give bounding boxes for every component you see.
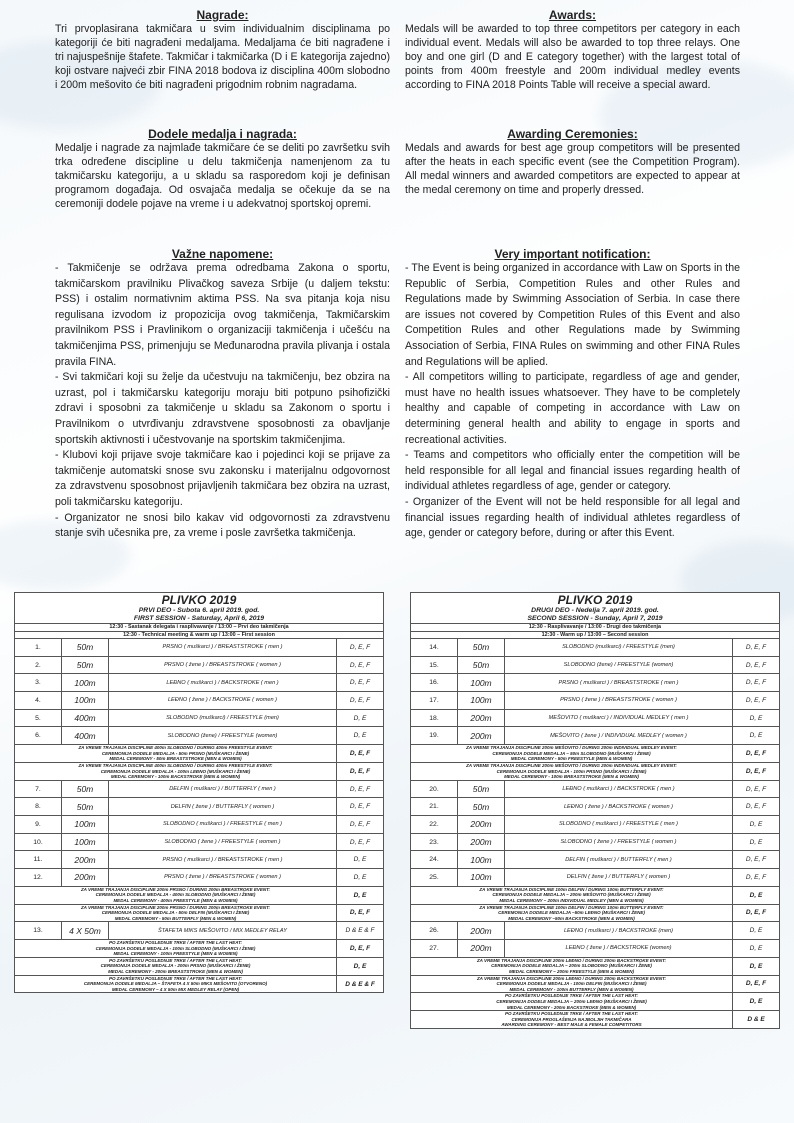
event-row: [411, 692, 780, 710]
header-row: [15, 593, 384, 608]
event-name: LEĐNO ( muškarci ) / BACKSTROKE (men): [505, 922, 733, 940]
event-number: 22.: [411, 816, 458, 834]
ceremony-note-line: PO ZAVRŠETKU POSLEDNJE TRKE / AFTER THE LAST HEAT:: [504, 993, 639, 999]
event-number: 19.: [411, 727, 458, 745]
event-row: [411, 833, 780, 851]
ceremony-note: [15, 940, 337, 958]
section-title: Awarding Ceremonies:: [507, 127, 638, 141]
ceremony-note: [15, 886, 337, 904]
event-distance: 100m: [458, 674, 505, 692]
ceremony-note-line: PO ZAVRŠETKU POSLEDNJE TRKE / AFTER THE LAST HEAT:: [108, 957, 243, 963]
ceremony-note-line: CEREMONIJA DODELE MEDALJA - 100m SLOBODNO (MUŠKARCI I ŽENE): [95, 945, 256, 951]
section-title: Nagrade:: [196, 8, 249, 22]
event-row: [15, 692, 384, 710]
ceremony-note: [411, 993, 733, 1011]
event-distance: 200m: [458, 940, 505, 958]
ceremony-note-line: MEDAL CEREMONY - 200m BACKSTROKE (MEN & WOMEN): [506, 1004, 637, 1010]
ceremony-category: D & E & F: [337, 975, 384, 993]
ceremony-note-line: MEDAL CEREMONY - 50m BUTTERFLY (MEN & WOMEN): [114, 915, 237, 921]
event-row: [411, 727, 780, 745]
event-name: LEĐNO ( muškarci ) / BACKSTROKE ( men ): [505, 780, 733, 798]
session-schedule-note: 12:30 - Technical meeting & warm up / 13:00 – First session: [15, 631, 384, 639]
ceremony-row: [411, 993, 780, 1011]
header-row: [411, 607, 780, 615]
ceremony-category: D, E, F: [337, 904, 384, 922]
ceremony-row: [15, 975, 384, 993]
first-session-schedule: [14, 592, 384, 993]
note-item: - Organizer of the Event will not be held responsible for all legal and financial issues regarding health of individual athletes regardless of age, gender or category before, during or after this Event.: [405, 495, 740, 540]
event-row: [411, 922, 780, 940]
event-name: DELFIN ( muškarci ) / BUTTERFLY ( men ): [109, 780, 337, 798]
session-schedule-note: 12:30 - Sastanak delegata i rasplivavanje / 13:00 – Prvi deo takmičenja: [15, 624, 384, 632]
event-name: PRSNO ( žene ) / BREASTSTROKE ( women ): [109, 869, 337, 887]
event-number: 18.: [411, 709, 458, 727]
event-distance: 200m: [458, 709, 505, 727]
event-name: LEĐNO ( žene ) / BACKSTROKE ( women ): [109, 692, 337, 710]
event-category: D, E, F: [337, 780, 384, 798]
header-row: [15, 624, 384, 632]
ceremony-note: [411, 886, 733, 904]
ceremony-category: D, E: [733, 886, 780, 904]
ceremony-note-line: MEDAL CEREMONY – 200m INDIVIDUAL MEDLEY (MEN & WOMEN): [499, 898, 644, 903]
ceremony-row: [15, 940, 384, 958]
ceremony-category: D, E, F: [337, 940, 384, 958]
ceremony-note-line: ZA VREME TRAJANJA DISCIPLINE 200m PRSNO / DURING 200m BREASTROKE EVENT:: [80, 904, 271, 910]
ceremony-category: D, E, F: [733, 975, 780, 993]
ceremony-note-line: CEREMONIJA DODELE MEDALJA - 50m PRSNO (MUŠKARCI I ŽENE): [101, 750, 250, 756]
event-distance: 50m: [62, 656, 109, 674]
ceremony-note-line: ZA VREME TRAJANJA DISCIPLINE 200m MEŠOVITO / DURING 200m INDIVIDUAL MEDLEY EVENT:: [466, 745, 677, 751]
ceremony-note-line: CEREMONIJA DODELE MEDALJA - 100m LEĐNO (MUŠKARCI I ŽENE): [100, 768, 251, 774]
ceremony-category: D, E: [733, 993, 780, 1011]
event-category: D & E & F: [337, 922, 384, 940]
ceremony-note: [411, 1011, 733, 1029]
ceremony-note-line: ZA VREME TRAJANJA DISCIPLINE 400m SLOBODNO / DURING 400m FREESTYLE EVENT:: [78, 762, 273, 768]
event-distance: 100m: [62, 674, 109, 692]
event-category: D, E, F: [337, 798, 384, 816]
session-schedule-note: 12:30 - Rasplivavanje / 13:00 - Drugi deo takmičenja: [411, 624, 780, 632]
ceremony-row: [15, 745, 384, 763]
event-name: SLOBODNO ( muškarci ) / FREESTYLE ( men ): [505, 816, 733, 834]
ceremony-note-line: CEREMONIJA PROGLAŠENJA NAJBOLJIH TAKMIČARA: [511, 1016, 632, 1022]
event-row: [15, 922, 384, 940]
event-row: [15, 780, 384, 798]
event-row: [15, 709, 384, 727]
ceremony-note-line: ZA VREME TRAJANJA DISCIPLINE 400m SLOBODNO / DURING 400m FREESTYLE EVENT:: [78, 745, 273, 751]
ceremony-category: D, E, F: [337, 745, 384, 763]
ceremony-row: [15, 904, 384, 922]
event-name: PRSNO ( muškarci ) / BREASTSTROKE ( men ): [109, 639, 337, 657]
event-category: D, E, F: [337, 674, 384, 692]
ceremony-category: D, E, F: [733, 904, 780, 922]
event-number: 11.: [15, 851, 62, 869]
session-title: PLIVKO 2019: [15, 593, 384, 608]
event-row: [411, 869, 780, 887]
event-number: 5.: [15, 709, 62, 727]
event-row: [15, 816, 384, 834]
event-row: [411, 798, 780, 816]
event-category: D, E, F: [337, 833, 384, 851]
event-name: PRSNO ( muškarci ) / BREASTSTROKE ( men ): [109, 851, 337, 869]
event-distance: 200m: [62, 851, 109, 869]
ceremony-note: [411, 957, 733, 975]
event-distance: 100m: [458, 869, 505, 887]
event-row: [15, 869, 384, 887]
section-title: Važne napomene:: [171, 247, 274, 261]
event-name: SLOBODNO ( žene ) / FREESTYLE ( women ): [505, 833, 733, 851]
event-category: D, E, F: [733, 639, 780, 657]
event-distance: 100m: [62, 692, 109, 710]
event-name: DELFIN ( muškarci ) / BUTTERFLY ( men ): [505, 851, 733, 869]
event-category: D, E: [337, 727, 384, 745]
event-number: 23.: [411, 833, 458, 851]
event-category: D, E, F: [733, 851, 780, 869]
note-item: - Takmičenje se održava prema odredbama Zakona o sportu, takmičarskom pravilniku Plivačkog saveza Srbije (u daljem tekstu: PSS) i ostalim normativnim aktima PSS. Na sva pitanja koja nisu regulisana izvodom iz propozicija ovog takmičenja, Takmičarskim pravilnikom PSS i Pravlinikom o organizaciji takmičenja i učešću na takmičenjima PSS, primenjuju se Međunarodna pravila plivanja i ostala pravila FINA.: [55, 262, 390, 368]
ceremony-note: [411, 762, 733, 780]
event-distance: 100m: [458, 851, 505, 869]
note-item: - Teams and competitors who officially enter the competition will be held responsible for all legal and financial issues regarding health of individual athletes regardless of age, gender or category.: [405, 449, 740, 493]
ceremony-category: D, E: [337, 886, 384, 904]
event-row: [411, 639, 780, 657]
ceremony-category: D & E: [733, 1011, 780, 1029]
event-number: 20.: [411, 780, 458, 798]
event-row: [411, 656, 780, 674]
event-name: LEĐNO ( žene ) / BACKSTROKE ( women ): [505, 798, 733, 816]
note-item: - Klubovi koji prijave svoje takmičare kao i pojedinci koji se prijave za takmičenje automatski snose svu zakonsku i materijalnu odgovornost za zdravstvenu sposobnost prijavljenih takmičara bez obzira na uzrast, poli takmičarsku kategoriju.: [55, 449, 390, 508]
notes-list: [405, 261, 740, 542]
event-category: D, E, F: [337, 816, 384, 834]
event-number: 9.: [15, 816, 62, 834]
ceremony-row: [411, 762, 780, 780]
header-row: [411, 631, 780, 639]
event-category: D, E: [733, 940, 780, 958]
event-category: D, E: [733, 709, 780, 727]
ceremony-note-line: CEREMONIJA DODELE MEDALJA – 200m SLOBODNO (MUŠKARCI I ŽENE): [491, 963, 652, 969]
ceremony-note-line: MEDAL CEREMONY - 100m BREASTSTROKE (MEN & WOMEN): [504, 774, 639, 780]
ceremony-note-line: AWARDING CEREMONY - BEST MALE & FEMALE COMPETITORS: [501, 1022, 642, 1028]
event-distance: 4 X 50m: [62, 922, 109, 940]
event-name: MEŠOVITO ( žene ) / INDIVIDUAL MEDLEY ( women ): [505, 727, 733, 745]
event-row: [15, 674, 384, 692]
event-row: [411, 851, 780, 869]
ceremony-note-line: ZA VREME TRAJANJA DISCIPLINE 200m PRSNO / DURING 200m BREASTROKE EVENT:: [80, 886, 271, 892]
event-distance: 100m: [62, 816, 109, 834]
event-category: D, E: [337, 869, 384, 887]
event-category: D, E, F: [337, 639, 384, 657]
ceremony-note-line: CEREMONIJA DODELE MEDALJA - 100m DELFIN (MUŠKARCI I ŽENE): [496, 981, 647, 987]
event-number: 14.: [411, 639, 458, 657]
ceremony-note-line: PO ZAVRŠETKU POSLEDNJE TRKE / AFTER THE LAST HEAT:: [108, 975, 243, 981]
ceremony-note-line: ZA VREME TRAJANJA DISCIPLINE 100m DELFIN / DURING 100m BUTTERFLY EVENT:: [479, 886, 664, 892]
note-item: - The Event is being organized in accordance with Law on Sports in the Republic of Serbia, Competition Rules and other Rules and Regulations made by Swimming Association of Serbia. In case there are issues not covered by Competition Rules of this Event and also Competition Rules and other Regulations made by Swimming Association of Serbia, FINA Rules on swimming and other FINA Rules and Regulations will be aplied.: [405, 262, 740, 368]
event-number: 15.: [411, 656, 458, 674]
event-name: SLOBODNO (žene) / FREESTYLE (women): [505, 656, 733, 674]
dodele-section: [55, 127, 390, 211]
ceremony-note-line: ZA VREME TRAJANJA DISCIPLINE 200m MEŠOVITO / DURING 200m INDIVIDUAL MEDLEY EVENT:: [466, 762, 677, 768]
header-row: [15, 607, 384, 615]
event-number: 3.: [15, 674, 62, 692]
event-number: 6.: [15, 727, 62, 745]
ceremony-note: [411, 904, 733, 922]
event-name: ŠTAFETA MIKS MEŠOVITO / MIX MEDLEY RELAY: [109, 922, 337, 940]
event-category: D, E: [337, 851, 384, 869]
notes-list: [55, 261, 390, 542]
ceremony-row: [411, 745, 780, 763]
ceremony-note-line: MEDAL CEREMONY - 400m FREESTYLE (MEN & WOMEN): [113, 898, 238, 903]
event-distance: 50m: [62, 798, 109, 816]
awards-section: [405, 8, 740, 92]
event-distance: 200m: [458, 922, 505, 940]
event-distance: 200m: [62, 869, 109, 887]
ceremony-note-line: MEDAL CEREMONY - 200m BREASTSTROKE (MEN & WOMEN): [108, 969, 243, 975]
ceremony-note-line: CEREMONIJA DODELE MEDALJA – 200m MEŠOVITO (MUŠKARCI I ŽENE): [492, 892, 651, 898]
event-number: 8.: [15, 798, 62, 816]
ceremony-note: [411, 975, 733, 993]
event-distance: 50m: [458, 639, 505, 657]
event-number: 21.: [411, 798, 458, 816]
ceremony-note: [15, 975, 337, 993]
second-session-schedule: [410, 592, 780, 1029]
event-distance: 50m: [62, 780, 109, 798]
event-category: D, E: [733, 833, 780, 851]
section-text: Medalje i nagrade za najmlađe takmičare će se deliti po završetku svih trka određene discipline u delu takmičenja namenjenom za tu takmičarsku kategoriju, a u skladu sa rasporedom koji je definisan programom događaja. Od osvajača medalja se očekuje da se na ceremoniji dodele pojave na vreme i u adekvatnoj sportskoj opremi.: [55, 142, 390, 210]
ceremony-category: D, E, F: [733, 745, 780, 763]
ceremony-note-line: CEREMONIJA DODELE MEDALJA - 200m PRSNO (MUŠKARCI I ŽENE): [100, 963, 251, 969]
ceremony-note-line: CEREMONIJA DODELE MEDALJA - 400m SLOBODNO (MUŠKARCI I ŽENE): [95, 892, 256, 898]
header-row: [15, 615, 384, 624]
notification-section: [405, 247, 740, 542]
note-item: - All competitors willing to participate, regardless of age and gender, must have no health issues whatsoever. They have to be completely healthy and capable of competing in accordance with Law on determining general health and ability to engage in sports and recreational activities.: [405, 371, 740, 446]
event-row: [411, 940, 780, 958]
event-distance: 50m: [458, 780, 505, 798]
ceremony-note-line: ZA VREME TRAJANJA DISCIPLINE 200m LEĐNO / DURING 200m BACKSTROKE EVENT:: [476, 975, 667, 981]
ceremony-note: [15, 762, 337, 780]
ceremony-category: D, E: [337, 957, 384, 975]
event-category: D, E, F: [337, 656, 384, 674]
section-text: Tri prvoplasirana takmičara u svim individualnim disciplinama po kategoriji će biti nagrađeni medaljama. Medaljama će biti nagrađene i tri najuspešnije štafete. Takmičar i takmičarka (D i E kategorija zajedno) koji ostvare najveći zbir FINA 2018 bodova iz disciplina 400m slobodno i 200m mešovito će biti nagrađeni prigodnim robnim nagradama.: [55, 23, 390, 91]
event-category: D, E, F: [733, 692, 780, 710]
ceremony-note-line: PO ZAVRŠETKU POSLEDNJE TRKE / AFTER THE LAST HEAT:: [504, 1011, 639, 1017]
event-name: SLOBODNO (žene) / FREESTYLE (women): [109, 727, 337, 745]
ceremony-note-line: CEREMONIJA DODELE MEDALJA – 200m LEĐNO (MUŠKARCI I ŽENE): [496, 998, 647, 1004]
event-name: LEĐNO ( muškarci ) / BACKSTROKE ( men ): [109, 674, 337, 692]
event-number: 25.: [411, 869, 458, 887]
ceremony-note-line: CEREMONIJA DODELE MEDALJA - 50m DELFIN (MUŠKARCI I ŽENE): [101, 910, 250, 916]
ceremony-row: [15, 957, 384, 975]
ceremony-note-line: ZA VREME TRAJANJA DISCIPLINE 200m LEĐNO / DURING 200m BACKSTROKE EVENT:: [476, 957, 667, 963]
ceremony-row: [411, 904, 780, 922]
session-subtitle: PRVI DEO - Subota 6. april 2019. god.: [15, 607, 384, 615]
ceremony-note-line: MEDAL CEREMONY – 4 X 50m MIX MEDLEY RELAY (OPEN): [111, 986, 240, 992]
session-subtitle: SECOND SESSION - Sunday, April 7, 2019: [411, 615, 780, 624]
event-number: 4.: [15, 692, 62, 710]
event-name: SLOBODNO ( žene ) / FREESTYLE ( women ): [109, 833, 337, 851]
event-category: D, E: [733, 727, 780, 745]
ceremony-note-line: MEDAL CEREMONY - 100m FREESTYLE (MEN & WOMEN): [113, 951, 238, 957]
ceremony-row: [411, 1011, 780, 1029]
header-row: [411, 615, 780, 624]
header-row: [411, 593, 780, 608]
ceremony-note-line: MEDAL CEREMONY - 100m BACKSTROKE (MEN & WOMEN): [110, 774, 241, 780]
event-row: [411, 816, 780, 834]
event-number: 10.: [15, 833, 62, 851]
event-category: D, E, F: [733, 674, 780, 692]
event-name: SLOBODNO (muškarci) / FREESTYLE (men): [109, 709, 337, 727]
session-subtitle: FIRST SESSION - Saturday, April 6, 2019: [15, 615, 384, 624]
event-category: D, E, F: [733, 798, 780, 816]
event-name: SLOBODNO ( muškarci ) / FREESTYLE ( men ): [109, 816, 337, 834]
ceremony-category: D, E, F: [337, 762, 384, 780]
event-distance: 400m: [62, 727, 109, 745]
event-number: 24.: [411, 851, 458, 869]
event-row: [15, 798, 384, 816]
event-distance: 50m: [458, 798, 505, 816]
napomene-section: [55, 247, 390, 542]
event-number: 2.: [15, 656, 62, 674]
ceremony-note-line: MEDAL CEREMONY - 100m BUTTERFLY (MEN & WOMEN): [509, 986, 634, 992]
event-distance: 400m: [62, 709, 109, 727]
ceremony-row: [15, 886, 384, 904]
event-category: D, E: [733, 816, 780, 834]
ceremony-note: [15, 745, 337, 763]
ceremony-note-line: CEREMONIJA DODELE MEDALJA – 50m SLOBODNO (MUŠKARCI I ŽENE): [492, 750, 651, 756]
ceremony-note-line: CEREMONIJA DODELE MEDALJA – ŠTAFETA 4 X 50m MIKS MEŠOVITO (OTVORENO): [83, 981, 268, 987]
ceremonies-section: [405, 127, 740, 197]
ceremony-note-line: CEREMONIJA DODELE MEDALJA - 100m PRSNO (MUŠKARCI I ŽENE): [496, 768, 647, 774]
event-number: 13.: [15, 922, 62, 940]
event-row: [411, 674, 780, 692]
event-name: MEŠOVITO ( muškarci ) / INDIVIDUAL MEDLEY ( men ): [505, 709, 733, 727]
event-name: LEĐNO ( žene ) / BACKSTROKE (women): [505, 940, 733, 958]
ceremony-note-line: CEREMONIJA DODELE MEDALJA –50m LEĐNO (MUŠKARCI I ŽENE): [498, 910, 645, 916]
ceremony-note-line: PO ZAVRŠETKU POSLEDNJE TRKE / AFTER THE LAST HEAT:: [108, 940, 243, 946]
event-row: [15, 639, 384, 657]
section-title: Dodele medalja i nagrada:: [148, 127, 297, 141]
event-distance: 100m: [62, 833, 109, 851]
ceremony-note-line: MEDAL CEREMONY – 200m FREESTYLE (MEN & WOMEN): [508, 968, 635, 974]
section-text: Medals and awards for best age group competitors will be presented after the heats in each specific event (see the Competition Program). All medal winners and awarded competitors are expected to appear at the medal ceremony on time and properly dressed.: [405, 142, 740, 196]
ceremony-note-line: MEDAL CEREMONY - 50m BREASTSTROKE (MEN & WOMEN): [109, 756, 242, 762]
section-title: Awards:: [548, 8, 597, 22]
session-subtitle: DRUGI DEO - Nedelja 7. april 2019. god.: [411, 607, 780, 615]
event-number: 17.: [411, 692, 458, 710]
event-number: 7.: [15, 780, 62, 798]
event-name: PRSNO ( žene ) / BREASTSTROKE ( women ): [505, 692, 733, 710]
event-distance: 200m: [458, 727, 505, 745]
event-category: D, E, F: [733, 656, 780, 674]
event-row: [15, 656, 384, 674]
event-name: PRSNO ( muškarci ) / BREASTSTROKE ( men ): [505, 674, 733, 692]
event-number: 26.: [411, 922, 458, 940]
section-text: Medals will be awarded to top three competitors per category in each individual event. Medals will also be awarded to top three relays. One boy and one girl (D and E category together) with the largest total of points from 400m freestyle and 200m individual medley events according to FINA 2018 Points Table will receive a special award.: [405, 23, 740, 91]
event-category: D, E: [337, 709, 384, 727]
event-name: DELFIN ( žene ) / BUTTERFLY ( women ): [109, 798, 337, 816]
ceremony-row: [411, 957, 780, 975]
event-name: PRSNO ( žene ) / BREASTSTROKE ( women ): [109, 656, 337, 674]
note-item: - Svi takmičari koji su želje da učestvuju na takmičenju, bez obzira na uzrast, pol i takmičarsku kategoriju moraju biti potpuno psihofizički zdravi i sposobni za takmičenje u skladu sa Zakonom o sportu i Pravilnikom o utvrđivanju zdravstvene sposobnosti za obavljanje sportskih aktivnosti i učestvovanje na sportskim takmičenjima.: [55, 371, 390, 446]
ceremony-row: [411, 886, 780, 904]
ceremony-note-line: ZA VREME TRAJANJA DISCIPLINE 100m DELFIN / DURING 100m BUTTERFLY EVENT:: [479, 904, 664, 910]
section-title: Very important notification:: [494, 247, 651, 261]
event-name: DELFIN ( žene ) / BUTTERFLY ( women ): [505, 869, 733, 887]
event-category: D, E: [733, 922, 780, 940]
event-distance: 50m: [458, 656, 505, 674]
event-row: [15, 727, 384, 745]
event-category: D, E, F: [337, 692, 384, 710]
event-name: SLOBODNO (muškarci) / FREESTYLE (men): [505, 639, 733, 657]
session-title: PLIVKO 2019: [411, 593, 780, 608]
nagrade-section: [55, 8, 390, 92]
ceremony-note-line: MEDAL CEREMONY –50m BACKSTROKE (MEN & WOMEN): [508, 915, 635, 921]
event-row: [411, 709, 780, 727]
header-row: [411, 624, 780, 632]
ceremony-note: [15, 957, 337, 975]
event-row: [15, 833, 384, 851]
event-number: 12.: [15, 869, 62, 887]
event-number: 27.: [411, 940, 458, 958]
event-number: 16.: [411, 674, 458, 692]
ceremony-category: D, E, F: [733, 762, 780, 780]
note-item: - Organizator ne snosi bilo kakav vid odgovornosti za zdravstvenu stanje svih učesnika pre, za vreme i posle završetka takmičenja.: [55, 511, 390, 540]
event-distance: 50m: [62, 639, 109, 657]
header-row: [15, 631, 384, 639]
ceremony-note: [411, 745, 733, 763]
ceremony-row: [15, 762, 384, 780]
event-row: [411, 780, 780, 798]
event-number: 1.: [15, 639, 62, 657]
event-row: [15, 851, 384, 869]
ceremony-category: D, E: [733, 957, 780, 975]
session-schedule-note: 12:30 - Warm up / 13:00 – Second session: [411, 631, 780, 639]
ceremony-note: [15, 904, 337, 922]
event-distance: 100m: [458, 692, 505, 710]
event-distance: 200m: [458, 833, 505, 851]
event-category: D, E, F: [733, 780, 780, 798]
ceremony-note-line: MEDAL CEREMONY - 50m FREESTYLE (MEN & WOMEN): [510, 756, 633, 762]
event-distance: 200m: [458, 816, 505, 834]
event-category: D, E, F: [733, 869, 780, 887]
ceremony-row: [411, 975, 780, 993]
